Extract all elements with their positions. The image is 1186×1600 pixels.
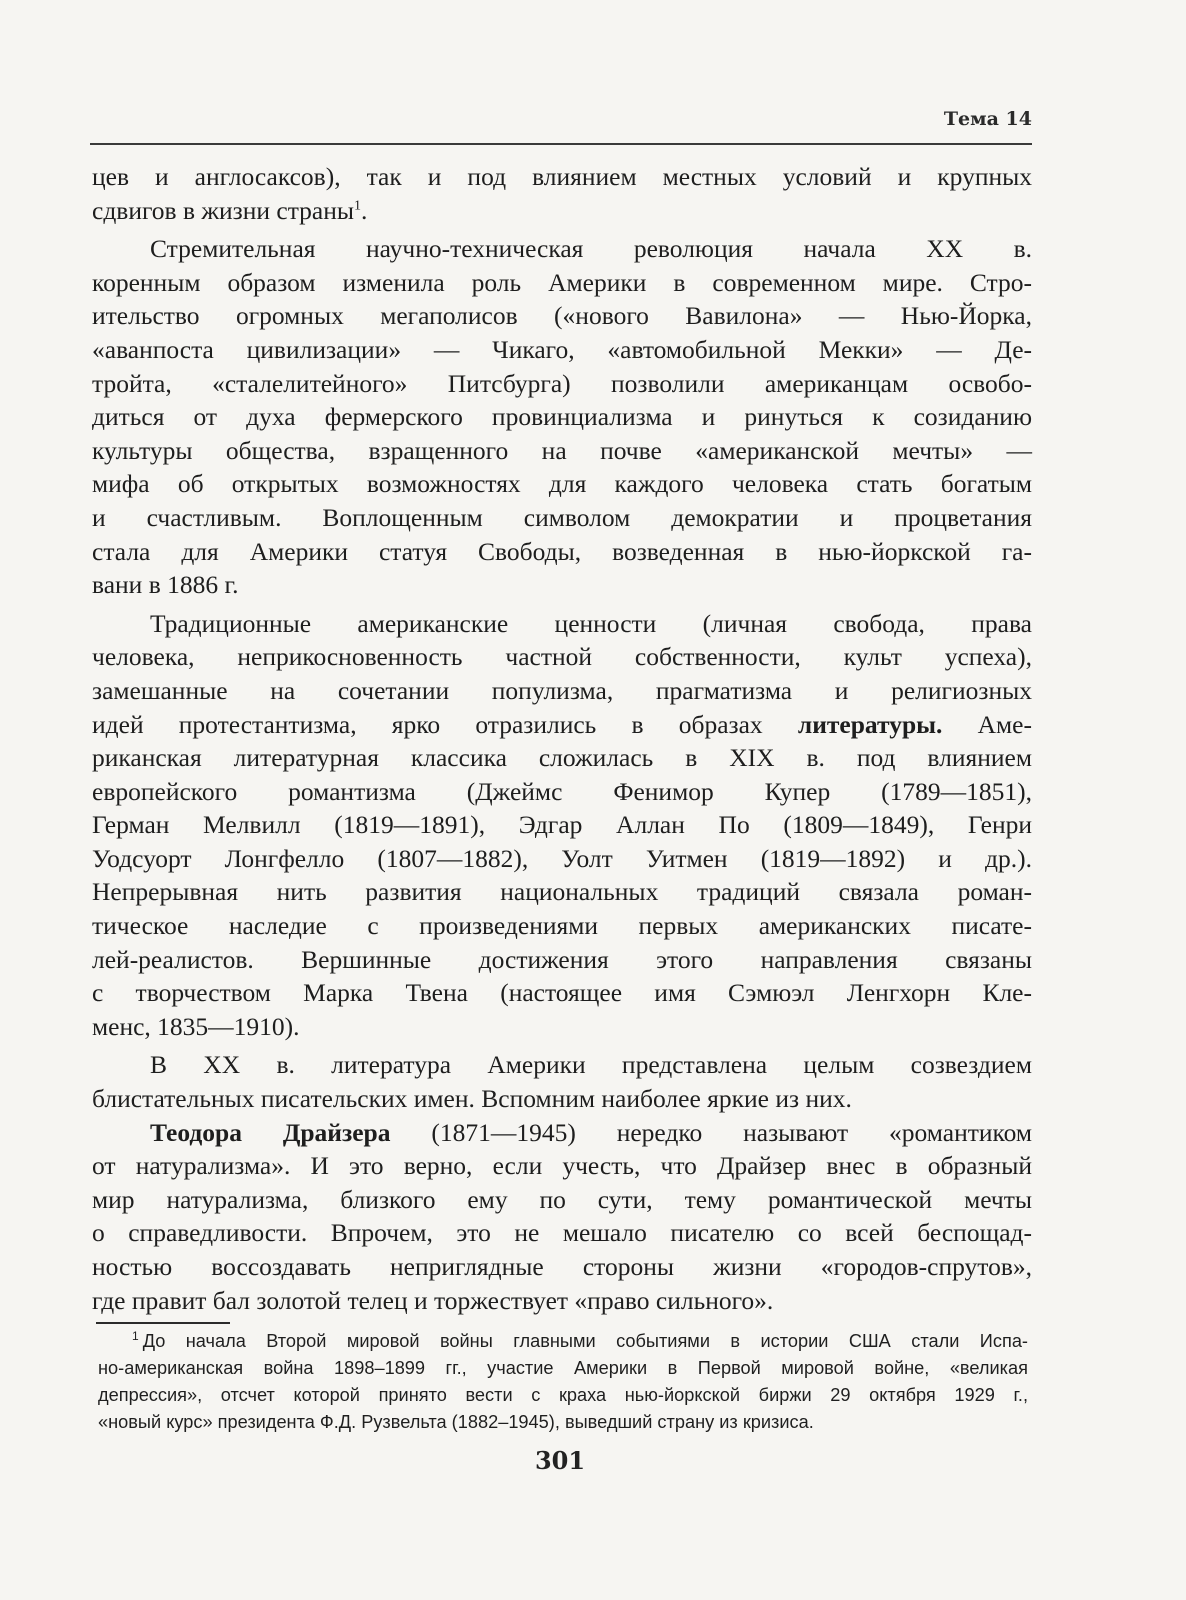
text-line: Стремительная научно-техническая революция начала XX в.: [150, 234, 1032, 264]
text-line: блистательных писательских имен. Вспомним наиболее яркие из них.: [92, 1084, 852, 1114]
text-line: стала для Америки статуя Свободы, возведенная в нью-йоркской га-: [92, 536, 1032, 566]
text-line: тройта, «сталелитейного» Питсбурга) позволили американцам освобо-: [92, 368, 1032, 398]
text-line: человека, неприкосновенность частной собственности, культ успеха),: [92, 642, 1032, 672]
text-line: ительство огромных мегаполисов («нового Вавилона» — Нью-Йорка,: [92, 301, 1032, 331]
text-line: мифа об открытых возможностях для каждого человека стать богатым: [92, 469, 1032, 499]
text-line: Традиционные американские ценности (личная свобода, права: [150, 608, 1032, 638]
text-line: тическое наследие с произведениями первых американских писате-: [92, 911, 1032, 941]
page-number: 301: [534, 1446, 586, 1475]
text-line: и счастливым. Воплощенным символом демократии и процветания: [92, 502, 1032, 532]
text-line: Уодсуорт Лонгфелло (1807—1882), Уолт Уитмен (1819—1892) и др.).: [92, 843, 1032, 873]
text-line: культуры общества, взращенного на почве «американской мечты» —: [92, 435, 1032, 465]
text-line: с творчеством Марка Твена (настоящее имя Сэмюэл Ленгхорн Кле-: [92, 978, 1032, 1008]
text-line: диться от духа фермерского провинциализма и ринуться к созиданию: [92, 402, 1032, 432]
text-line: Непрерывная нить развития национальных традиций связала роман-: [92, 877, 1032, 907]
footnote-reference[interactable]: 1: [354, 198, 362, 214]
footnote-mark: 1: [132, 1328, 139, 1343]
bold-term: литературы.: [797, 709, 943, 739]
text-line: идей протестантизма, ярко отразились в образах литературы. Аме-: [92, 709, 1032, 739]
text-line: европейского романтизма (Джеймс Фенимор Купер (1789—1851),: [92, 776, 1032, 806]
text-line: замешанные на сочетании популизма, прагматизма и религиозных: [92, 675, 1032, 705]
footnote-rule: [96, 1322, 230, 1324]
text-line: Герман Мелвилл (1819—1891), Эдгар Аллан По (1809—1849), Генри: [92, 810, 1032, 840]
main-text: [92, 160, 1032, 1317]
text-line: о справедливости. Впрочем, это не мешало писателю со всей беспощад-: [92, 1218, 1032, 1248]
text-line: от натурализма». И это верно, если учесть, что Драйзер внес в образный: [92, 1151, 1032, 1181]
text-line: В XX в. литература Америки представлена целым созвездием: [150, 1050, 1032, 1080]
footnote-line: $^1$ До начала Второй мировой войны главными событиями в истории США стали Испа-: [132, 1328, 1028, 1351]
text-line: вани в 1886 г.: [92, 570, 239, 600]
footnote-line: депрессия», отсчет которой принято вести с краха нью-йоркской биржи 29 октября 1929 г.,: [98, 1385, 1028, 1405]
bold-term: Теодора Драйзера: [150, 1117, 391, 1147]
running-head: Тема 14: [943, 108, 1032, 130]
footnote: [98, 1328, 1028, 1436]
header-rule: [90, 143, 1032, 145]
text-line: ностью воссоздавать неприглядные стороны жизни «городов-спрутов»,: [92, 1252, 1032, 1281]
text-line: где правит бал золотой телец и торжествует «право сильного».: [92, 1285, 774, 1315]
text-line: «аванпоста цивилизации» — Чикаго, «автомобильной Мекки» — Де-: [92, 334, 1032, 364]
text-line: лей-реалистов. Вершинные достижения этого направления связаны: [92, 944, 1032, 974]
text-line: сдвигов в жизни страны$^1$.: [92, 195, 368, 225]
text-line: менс, 1835—1910).: [92, 1011, 300, 1041]
text-line: риканская литературная классика сложилась в XIX в. под влиянием: [92, 743, 1032, 773]
text-line: мир натурализма, близкого ему по сути, тему романтической мечты: [92, 1184, 1032, 1214]
footnote-line: но-американская война 1898–1899 гг., участие Америки в Первой мировой войне, «великая: [98, 1358, 1028, 1378]
text-line: Теодора Драйзера (1871—1945) нередко называют «романтиком: [150, 1117, 1033, 1147]
text-line: цев и англосаксов), так и под влиянием местных условий и крупных: [92, 162, 1032, 191]
footnote-line: «новый курс» президента Ф.Д. Рузвельта (1882–1945), выведший страну из кризиса.: [98, 1412, 814, 1432]
text-line: коренным образом изменила роль Америки в современном мире. Стро-: [92, 267, 1032, 297]
